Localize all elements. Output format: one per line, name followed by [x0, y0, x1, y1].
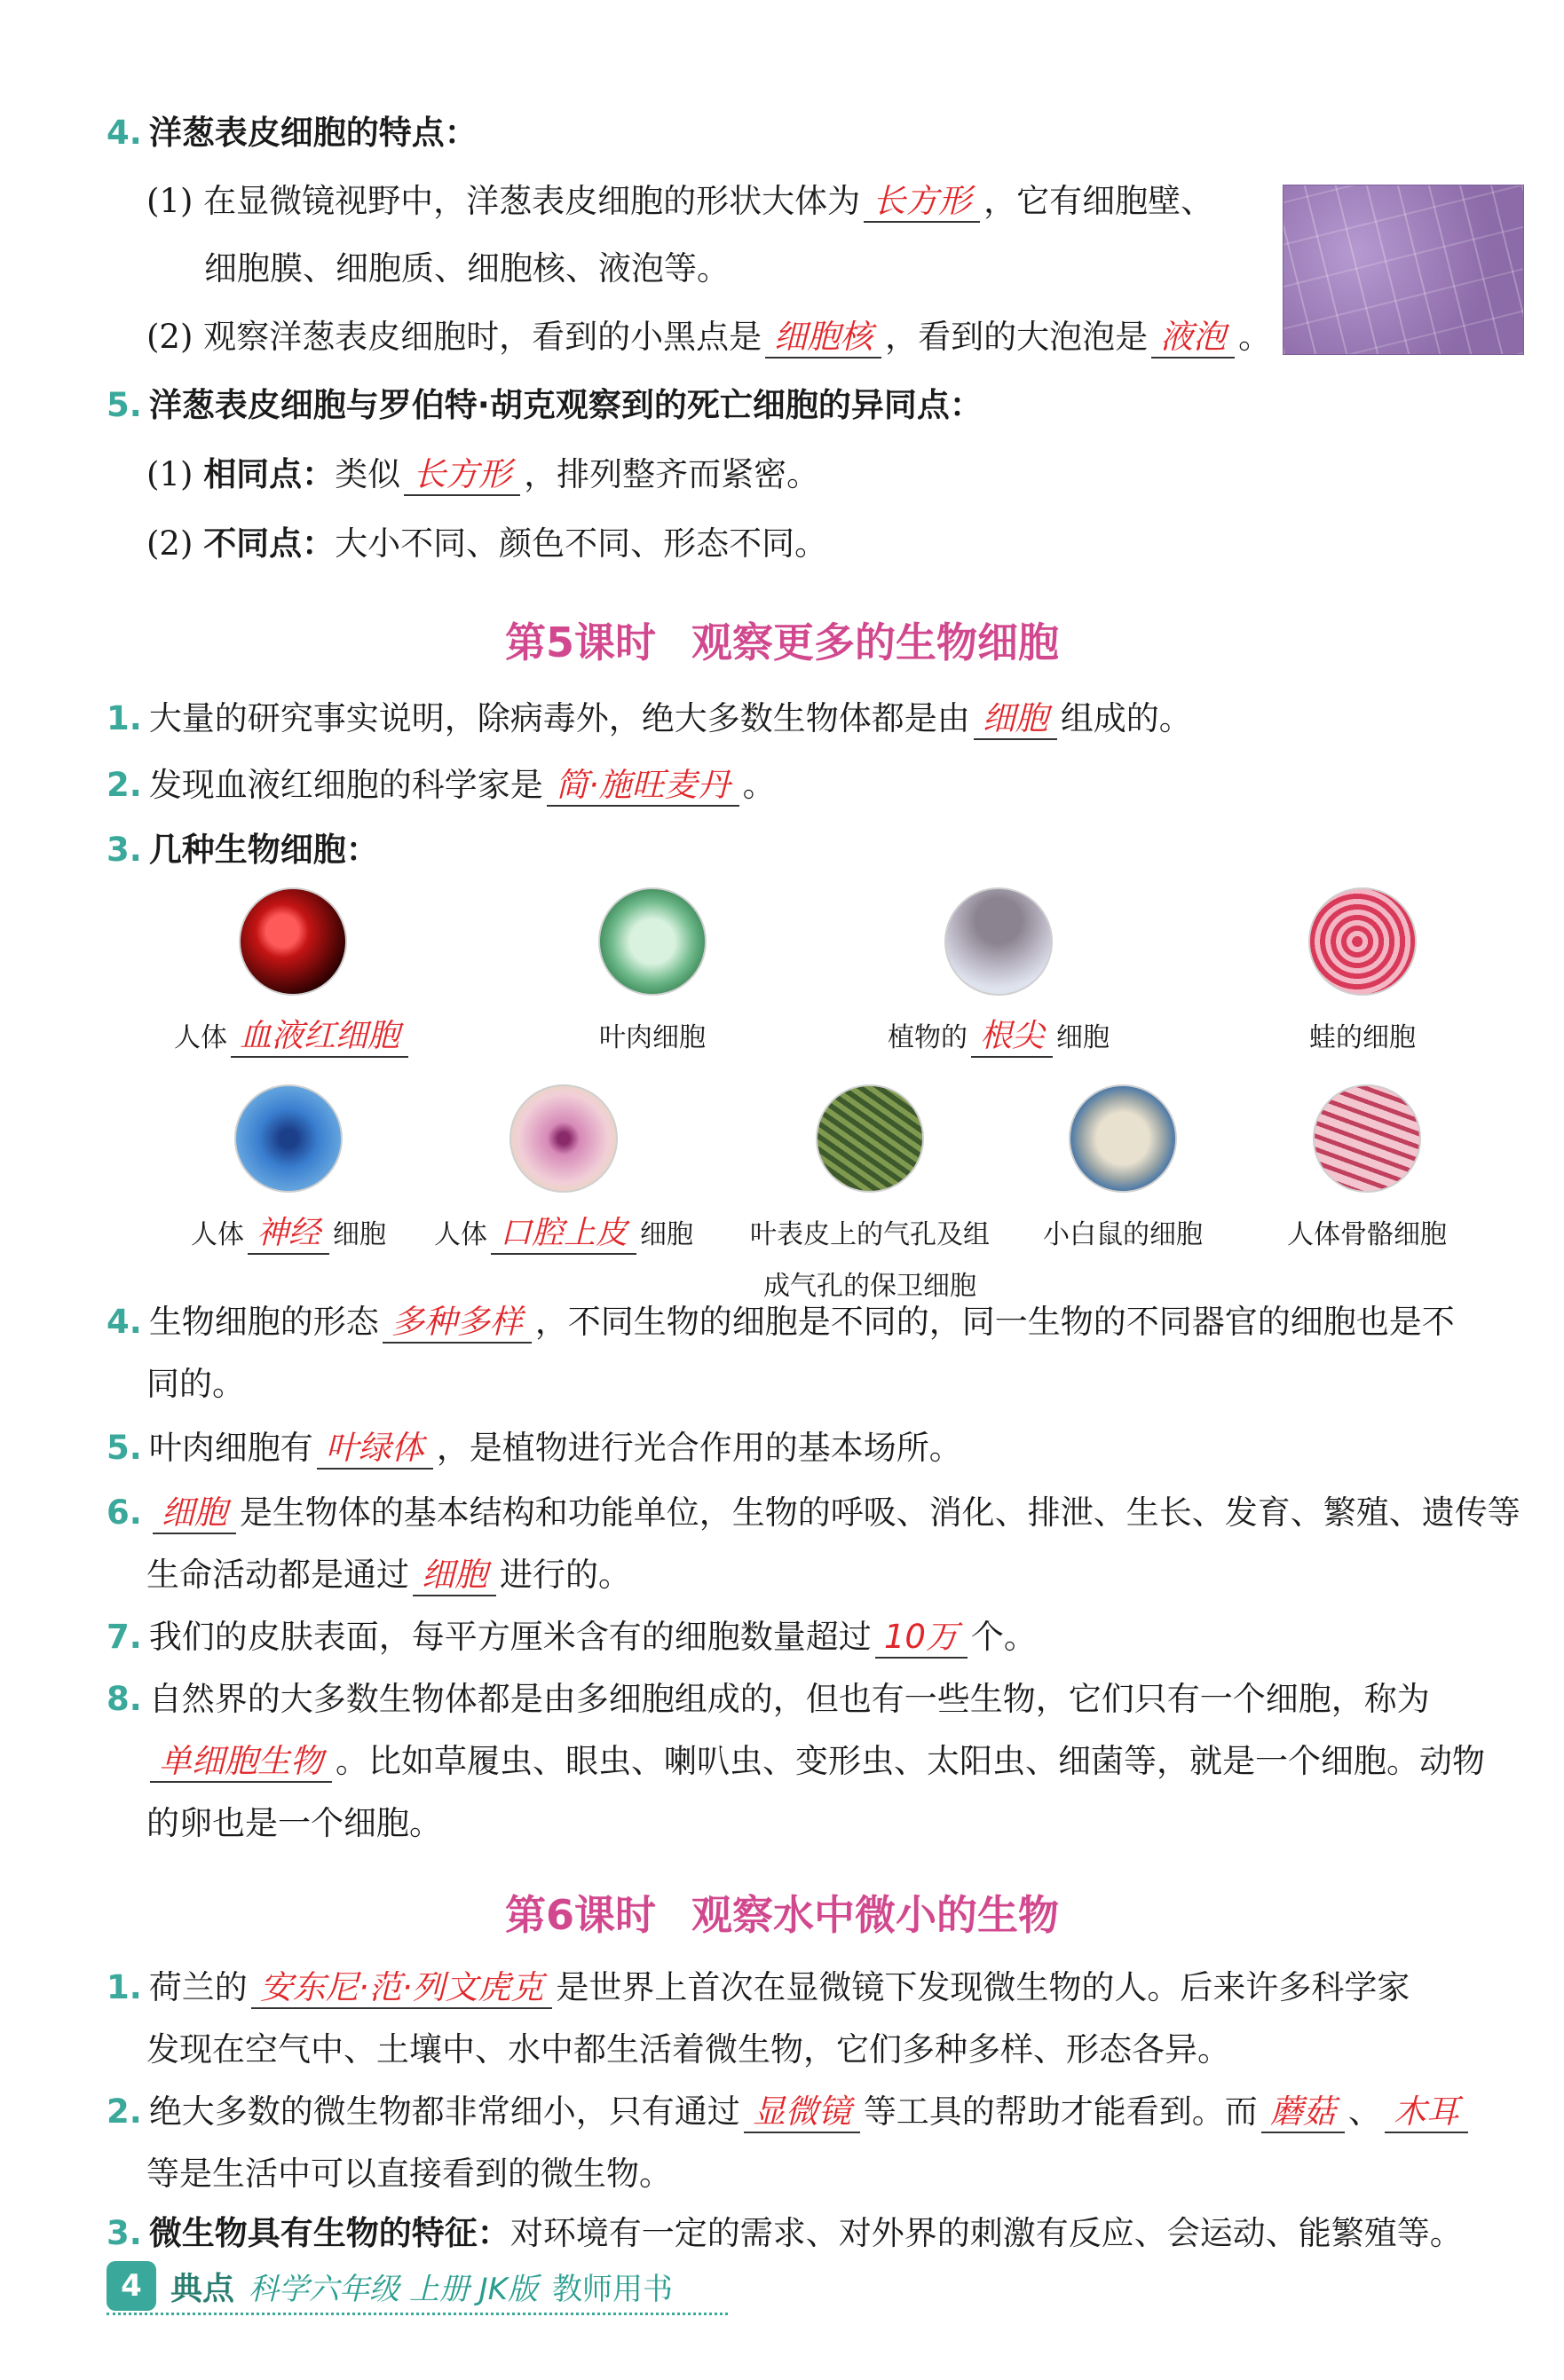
cell-figure-skeletal [1252, 1084, 1482, 1251]
text: 荷兰的 [148, 1968, 248, 2006]
text: 。 [1238, 318, 1272, 356]
question-5 [107, 374, 983, 437]
question-4 [107, 102, 478, 164]
l6-question-1 [107, 1957, 1527, 2081]
l5-question-5 [107, 1417, 962, 1479]
l5-question-6 [107, 1482, 1527, 1606]
mesophyll-cell-image [598, 887, 707, 996]
l6-question-3 [107, 2203, 1463, 2265]
label: 不同点： [203, 524, 336, 563]
cell-figure-nerve [160, 1084, 417, 1255]
text: 是生物体的基本结构和功能单位，生物的呼吸、消化、排泄、生长、发育、繁殖、遗传等 [239, 1493, 1521, 1532]
text: 等是生活中可以直接看到的微生物。 [146, 2155, 672, 2193]
text: 绝大多数的微生物都非常细小，只有通过 [148, 2092, 740, 2131]
answer: 长方形 [864, 182, 980, 223]
cell-caption-line-2: 成气孔的保卫细胞 [763, 1271, 976, 1302]
label: 微生物具有生物的特征： [148, 2214, 510, 2252]
answer: 单细胞生物 [150, 1742, 332, 1783]
text: 人体 [173, 1022, 227, 1053]
text: 是世界上首次在显微镜下发现微生物的人。后来许多科学家 [556, 1968, 1410, 2006]
text: 叶肉细胞有 [148, 1429, 313, 1467]
label: 相同点： [203, 455, 336, 493]
l5-question-1 [107, 688, 1192, 750]
text: 生物细胞的形态 [148, 1303, 379, 1341]
text: 细胞 [333, 1219, 386, 1250]
cell-caption: 叶表皮上的气孔及组 [750, 1219, 990, 1250]
question-number: 2. [107, 766, 142, 804]
text: (1) 在显微镜视野中，洋葱表皮细胞的形状大体为 [146, 182, 861, 220]
text: (2) 观察洋葱表皮细胞时，看到的小黑点是 [146, 318, 762, 356]
question-number: 5. [107, 386, 142, 424]
cell-figure-stomata [728, 1084, 1012, 1303]
oral-epithelium-cell-image [509, 1084, 618, 1193]
text: 细胞 [1056, 1022, 1110, 1053]
cell-figure-mesophyll [519, 887, 786, 1054]
answer: 10万 [875, 1618, 968, 1659]
text: 进行的。 [500, 1556, 631, 1594]
footer-divider [107, 2313, 728, 2315]
question-number: 5. [107, 1429, 142, 1467]
text: ，它有细胞壁、 [983, 182, 1214, 220]
answer: 血液红细胞 [231, 1017, 408, 1058]
lesson-5-heading [0, 611, 1564, 669]
question-5-sub-2 [146, 513, 827, 575]
answer: 细胞核 [765, 318, 881, 359]
l5-question-8 [107, 1668, 1527, 1855]
lesson-title: 观察更多的生物细胞 [691, 619, 1059, 666]
cell-figure-root-tip [865, 887, 1132, 1058]
l5-question-3 [107, 819, 379, 881]
text: 。 [742, 766, 776, 804]
cell-caption: 蛙的细胞 [1309, 1022, 1416, 1053]
text: ，是植物进行光合作用的基本场所。 [436, 1429, 962, 1467]
answer: 简·施旺麦丹 [547, 766, 739, 807]
text: 组成的。 [1060, 699, 1192, 737]
page-number: 4 [107, 2261, 156, 2311]
cell-figure-frog [1229, 887, 1496, 1054]
lesson-number: 第5课时 [504, 619, 656, 666]
question-title: 洋葱表皮细胞与罗伯特·胡克观察到的死亡细胞的异同点： [148, 386, 983, 424]
text: 大小不同、颜色不同、形态不同。 [335, 524, 828, 563]
text: 植物的 [887, 1022, 968, 1053]
text: 自然界的大多数生物体都是由多细胞组成的，但也有一些生物，它们只有一个细胞，称为 [148, 1680, 1430, 1718]
question-number: 8. [107, 1680, 142, 1718]
text: 细胞膜、细胞质、细胞核、液泡等。 [204, 249, 730, 288]
onion-epidermis-photo [1283, 185, 1524, 355]
answer: 蘑菇 [1261, 2092, 1345, 2133]
question-number: 3. [107, 2214, 142, 2252]
question-title: 洋葱表皮细胞的特点： [148, 114, 478, 152]
stomata-cell-image [816, 1084, 924, 1193]
text: (1) [146, 455, 194, 493]
l6-question-2 [107, 2081, 1527, 2205]
brand-logo: 典点 [170, 2270, 235, 2307]
root-tip-cell-image [944, 887, 1053, 996]
text: 。比如草履虫、眼虫、喇叭虫、变形虫、太阳虫、细菌等，就是一个细胞。动物 [336, 1742, 1485, 1780]
cell-figure-mouse [1012, 1084, 1234, 1251]
separator: 、 [1347, 2092, 1381, 2131]
question-number: 1. [107, 1968, 142, 2006]
question-number: 3. [107, 831, 142, 869]
answer: 口腔上皮 [491, 1214, 636, 1255]
question-5-sub-1 [146, 444, 819, 506]
lesson-6-heading [0, 1883, 1564, 1942]
edition-label: 教师用书 [551, 2271, 673, 2307]
cell-caption: 人体骨骼细胞 [1287, 1219, 1447, 1250]
answer: 多种多样 [383, 1303, 532, 1344]
text: 生命活动都是通过 [146, 1556, 409, 1594]
text: 大量的研究事实说明，除病毒外，绝大多数生物体都是由 [148, 699, 970, 737]
nerve-cell-image [234, 1084, 343, 1193]
cell-figure-oral-epithelium [417, 1084, 710, 1255]
cell-caption [865, 1015, 1132, 1058]
answer: 神经 [248, 1214, 329, 1255]
page-footer [107, 2261, 673, 2311]
text: ，看到的大泡泡是 [885, 318, 1149, 356]
question-number: 7. [107, 1618, 142, 1656]
question-number: 4. [107, 1303, 142, 1341]
l5-question-4 [107, 1291, 1527, 1415]
text: ，排列整齐而紧密。 [524, 455, 820, 493]
cell-caption [160, 1212, 417, 1255]
cell-caption [160, 1015, 426, 1058]
question-4-sub-1-cont [204, 238, 730, 300]
answer: 显微镜 [744, 2092, 860, 2133]
text: 发现在空气中、土壤中、水中都生活着微生物，它们多种多样、形态各异。 [146, 2030, 1230, 2069]
answer: 细胞 [413, 1556, 496, 1596]
lesson-number: 第6课时 [504, 1891, 656, 1939]
question-4-sub-2 [146, 306, 1271, 368]
answer: 细胞 [974, 699, 1057, 740]
text: 等工具的帮助才能看到。而 [863, 2092, 1258, 2131]
text: 同的。 [146, 1365, 245, 1403]
answer: 叶绿体 [317, 1429, 433, 1470]
question-title: 几种生物细胞： [148, 831, 379, 869]
l5-question-2 [107, 754, 776, 816]
text: 人体 [433, 1219, 487, 1250]
text: 人体 [190, 1219, 244, 1250]
text: 类似 [335, 455, 401, 493]
answer: 长方形 [404, 455, 520, 496]
answer: 液泡 [1151, 318, 1235, 359]
answer: 安东尼·范·列文虎克 [251, 1968, 553, 2009]
lesson-title: 观察水中微小的生物 [691, 1891, 1059, 1939]
question-number: 2. [107, 2092, 142, 2131]
l5-question-7 [107, 1606, 1037, 1668]
question-number: 6. [107, 1493, 142, 1532]
cell-caption [417, 1212, 710, 1255]
text: 对环境有一定的需求、对外界的刺激有反应、会运动、能繁殖等。 [509, 2214, 1463, 2252]
answer: 根尖 [971, 1017, 1053, 1058]
frog-cell-image [1308, 887, 1417, 996]
question-number: 4. [107, 114, 142, 152]
text: (2) [146, 524, 194, 563]
cell-caption: 小白鼠的细胞 [1043, 1219, 1203, 1250]
text: 发现血液红细胞的科学家是 [148, 766, 543, 804]
text: 的卵也是一个细胞。 [146, 1804, 442, 1842]
answer: 木耳 [1385, 2092, 1468, 2133]
book-title: 科学六年级 上册 JK版 [249, 2271, 538, 2307]
question-number: 1. [107, 699, 142, 737]
question-4-sub-1 [146, 170, 1213, 232]
text: 细胞 [640, 1219, 693, 1250]
text: 我们的皮肤表面，每平方厘米含有的细胞数量超过 [148, 1618, 872, 1656]
text: 个。 [970, 1618, 1037, 1656]
cell-caption: 叶肉细胞 [599, 1022, 706, 1053]
answer: 细胞 [153, 1493, 236, 1534]
red-blood-cell-image [239, 887, 347, 996]
text: ，不同生物的细胞是不同的，同一生物的不同器官的细胞也是不 [534, 1303, 1455, 1341]
skeletal-cell-image [1313, 1084, 1421, 1193]
mouse-cell-image [1069, 1084, 1177, 1193]
cell-figure-red-blood [160, 887, 426, 1058]
